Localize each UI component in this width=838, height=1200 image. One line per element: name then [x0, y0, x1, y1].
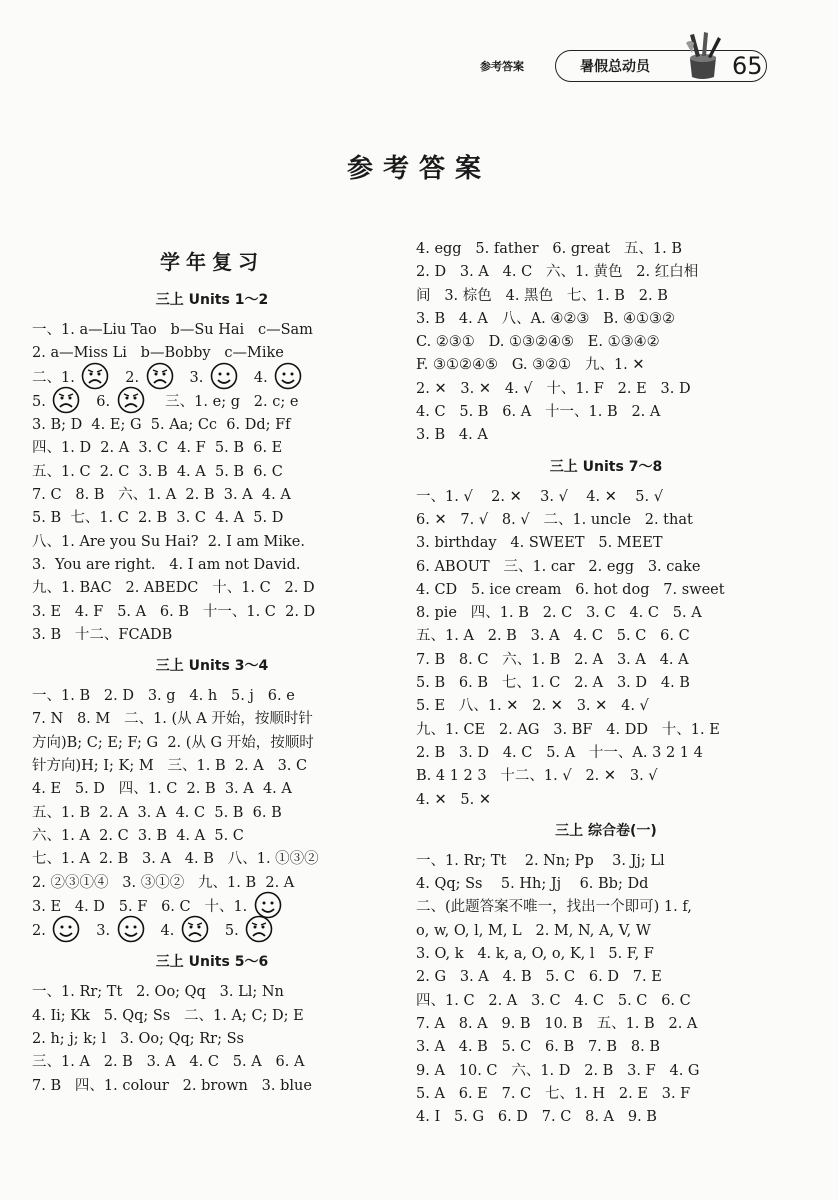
answer-line: 4. CD 5. ice cream 6. hot dog 7. sweet	[416, 581, 725, 598]
answer-line: 4. I 5. G 6. D 7. C 8. A 9. B	[416, 1109, 657, 1126]
smiley-face-icon	[52, 915, 80, 943]
answer-line: 5. E 八、1. ✕ 2. ✕ 3. ✕ 4. √	[416, 698, 649, 715]
answer-line: 三、1. A 2. B 3. A 4. C 5. A 6. A	[32, 1054, 305, 1071]
answer-line: 3. E 4. F 5. A 6. B 十一、1. C 2. D	[32, 603, 316, 620]
answer-line: 2. ②③①④ 3. ③①② 九、1. B 2. A	[32, 874, 295, 891]
answer-line: 2. B 3. D 4. C 5. A 十一、A. 3 2 1 4	[416, 744, 703, 761]
unit-title: 三上 Units 7～8	[549, 458, 663, 475]
answer-line: 2. a—Miss Li b—Bobby c—Mike	[32, 345, 284, 362]
answer-line: 2. D 3. A 4. C 六、1. 黄色 2. 红白相	[416, 264, 699, 281]
answer-line: 四、1. D 2. A 3. C 4. F 5. B 6. E	[32, 440, 283, 457]
answer-line: 3. You are right. 4. I am not David.	[32, 556, 301, 573]
section-title: 学年复习	[160, 250, 264, 274]
answer-line: 2. ✕ 3. ✕ 4. √ 十、1. F 2. E 3. D	[416, 380, 691, 397]
answer-line: 八、1. Are you Su Hai? 2. I am Mike.	[32, 533, 305, 550]
answer-line: 7. A 8. A 9. B 10. B 五、1. B 2. A	[416, 1015, 698, 1032]
sad-face-icon	[146, 362, 174, 390]
answer-line: 3. B 4. A	[416, 427, 488, 444]
answer-line: B. 4 1 2 3 十二、1. √ 2. ✕ 3. √	[416, 768, 658, 785]
answer-line: C. ②③① D. ①③②④⑤ E. ①③④②	[416, 334, 660, 351]
answer-line: 针方向)H; I; K; M 三、1. B 2. A 3. C	[32, 758, 308, 775]
answer-line: 九、1. CE 2. AG 3. BF 4. DD 十、1. E	[416, 721, 720, 738]
answer-line: 九、1. BAC 2. ABEDC 十、1. C 2. D	[32, 580, 315, 597]
answer-line: 四、1. C 2. A 3. C 4. C 5. C 6. C	[416, 992, 691, 1009]
answer-line: 一、1. B 2. D 3. g 4. h 5. j 6. e	[32, 688, 295, 705]
answer-line: 3. birthday 4. SWEET 5. MEET	[416, 535, 663, 552]
answer-line: 7. C 8. B 六、1. A 2. B 3. A 4. A	[32, 487, 291, 504]
unit-title: 三上 Units 3～4	[155, 658, 269, 675]
answer-line: 3. A 4. B 5. C 6. B 7. B 8. B	[416, 1039, 660, 1056]
answer-line: 3. B; D 4. E; G 5. Aa; Cc 6. Dd; Ff	[32, 417, 291, 434]
unit-title: 三上 综合卷(一)	[555, 822, 657, 839]
answer-line: 7. B 8. C 六、1. B 2. A 3. A 4. A	[416, 651, 689, 668]
answer-line: 4. E 5. D 四、1. C 2. B 3. A 4. A	[32, 781, 292, 798]
smiley-face-icon	[274, 362, 302, 390]
answer-line: 5. B 七、1. C 2. B 3. C 4. A 5. D	[32, 510, 284, 527]
answer-line: 间 3. 棕色 4. 黑色 七、1. B 2. B	[416, 287, 668, 304]
answer-line: 一、1. a—Liu Tao b—Su Hai c—Sam	[32, 322, 313, 338]
answer-line: 4. egg 5. father 6. great 五、1. B	[416, 241, 683, 257]
sad-face-icon	[117, 386, 145, 414]
answer-line: 3. B 4. A 八、A. ④②③ B. ④①③②	[416, 310, 676, 327]
unit-title: 三上 Units 5～6	[155, 954, 269, 971]
answer-line: 2. 3. 4. 5.	[32, 919, 392, 943]
sad-face-icon	[52, 386, 80, 414]
answer-line: 一、1. Rr; Tt 2. Nn; Pp 3. Jj; Ll	[416, 852, 665, 869]
answer-line: 4. C 5. B 6. A 十一、1. B 2. A	[416, 404, 661, 421]
answer-line: 二、(此题答案不唯一，找出一个即可) 1. f,	[416, 899, 692, 916]
smiley-face-icon	[117, 915, 145, 943]
answer-line: 3. O, k 4. k, a, O, o, K, l 5. F, F	[416, 946, 654, 963]
answer-line: 6. ✕ 7. √ 8. √ 二、1. uncle 2. that	[416, 511, 693, 528]
answer-line: 五、1. B 2. A 3. A 4. C 5. B 6. B	[32, 804, 282, 821]
series-title: 暑假总动员	[580, 59, 650, 75]
answer-line: 3. E 4. D 5. F 6. C 十、1.	[32, 895, 392, 919]
answer-line: 6. ABOUT 三、1. car 2. egg 3. cake	[416, 558, 701, 575]
answer-line: 5. 6. 三、1. e; g 2. c; e	[32, 390, 392, 414]
answer-line: 五、1. A 2. B 3. A 4. C 5. C 6. C	[416, 628, 690, 645]
answer-line: 5. B 6. B 七、1. C 2. A 3. D 4. B	[416, 675, 690, 692]
answer-line: 2. h; j; k; l 3. Oo; Qq; Rr; Ss	[32, 1031, 244, 1048]
answer-line: 一、1. √ 2. ✕ 3. √ 4. ✕ 5. √	[416, 488, 663, 505]
answer-line: 一、1. Rr; Tt 2. Oo; Qq 3. Ll; Nn	[32, 984, 284, 1001]
answer-line: 5. A 6. E 7. C 七、1. H 2. E 3. F	[416, 1085, 691, 1102]
header-label: 参考答案	[480, 60, 524, 73]
page-number: 65	[732, 52, 763, 80]
pencil-cup-icon	[676, 29, 728, 81]
unit-title: 三上 Units 1～2	[155, 292, 269, 308]
answer-line: 4. Qq; Ss 5. Hh; Jj 6. Bb; Dd	[416, 876, 649, 893]
answer-line: F. ③①②④⑤ G. ③②① 九、1. ✕	[416, 357, 645, 374]
sad-face-icon	[181, 915, 209, 943]
answer-line: 8. pie 四、1. B 2. C 3. C 4. C 5. A	[416, 605, 702, 622]
answer-line: 方向)B; C; E; F; G 2. (从 G 开始，按顺时	[32, 734, 314, 751]
answer-line: 二、1. 2. 3. 4.	[32, 366, 392, 390]
answer-line: 4. ✕ 5. ✕	[416, 791, 492, 808]
answer-line: 五、1. C 2. C 3. B 4. A 5. B 6. C	[32, 463, 283, 480]
answer-line: 七、1. A 2. B 3. A 4. B 八、1. ①③②	[32, 851, 319, 868]
answer-line: o, w, O, l, M, L 2. M, N, A, V, W	[416, 922, 651, 939]
answer-line: 3. B 十二、FCADB	[32, 626, 173, 643]
answer-line: 六、1. A 2. C 3. B 4. A 5. C	[32, 827, 244, 844]
answer-line: 2. G 3. A 4. B 5. C 6. D 7. E	[416, 969, 662, 986]
sad-face-icon	[81, 362, 109, 390]
answer-line: 4. Ii; Kk 5. Qq; Ss 二、1. A; C; D; E	[32, 1007, 304, 1024]
answer-line: 7. N 8. M 二、1. (从 A 开始，按顺时针	[32, 711, 313, 728]
header-badge	[555, 50, 767, 82]
smiley-face-icon	[210, 362, 238, 390]
page-title: 参考答案	[346, 154, 491, 184]
answer-line: 7. B 四、1. colour 2. brown 3. blue	[32, 1077, 312, 1094]
left-column	[32, 238, 392, 1098]
answer-line: 9. A 10. C 六、1. D 2. B 3. F 4. G	[416, 1062, 700, 1079]
page-header	[470, 50, 770, 84]
sad-face-icon	[245, 915, 273, 943]
right-column	[416, 238, 796, 1129]
